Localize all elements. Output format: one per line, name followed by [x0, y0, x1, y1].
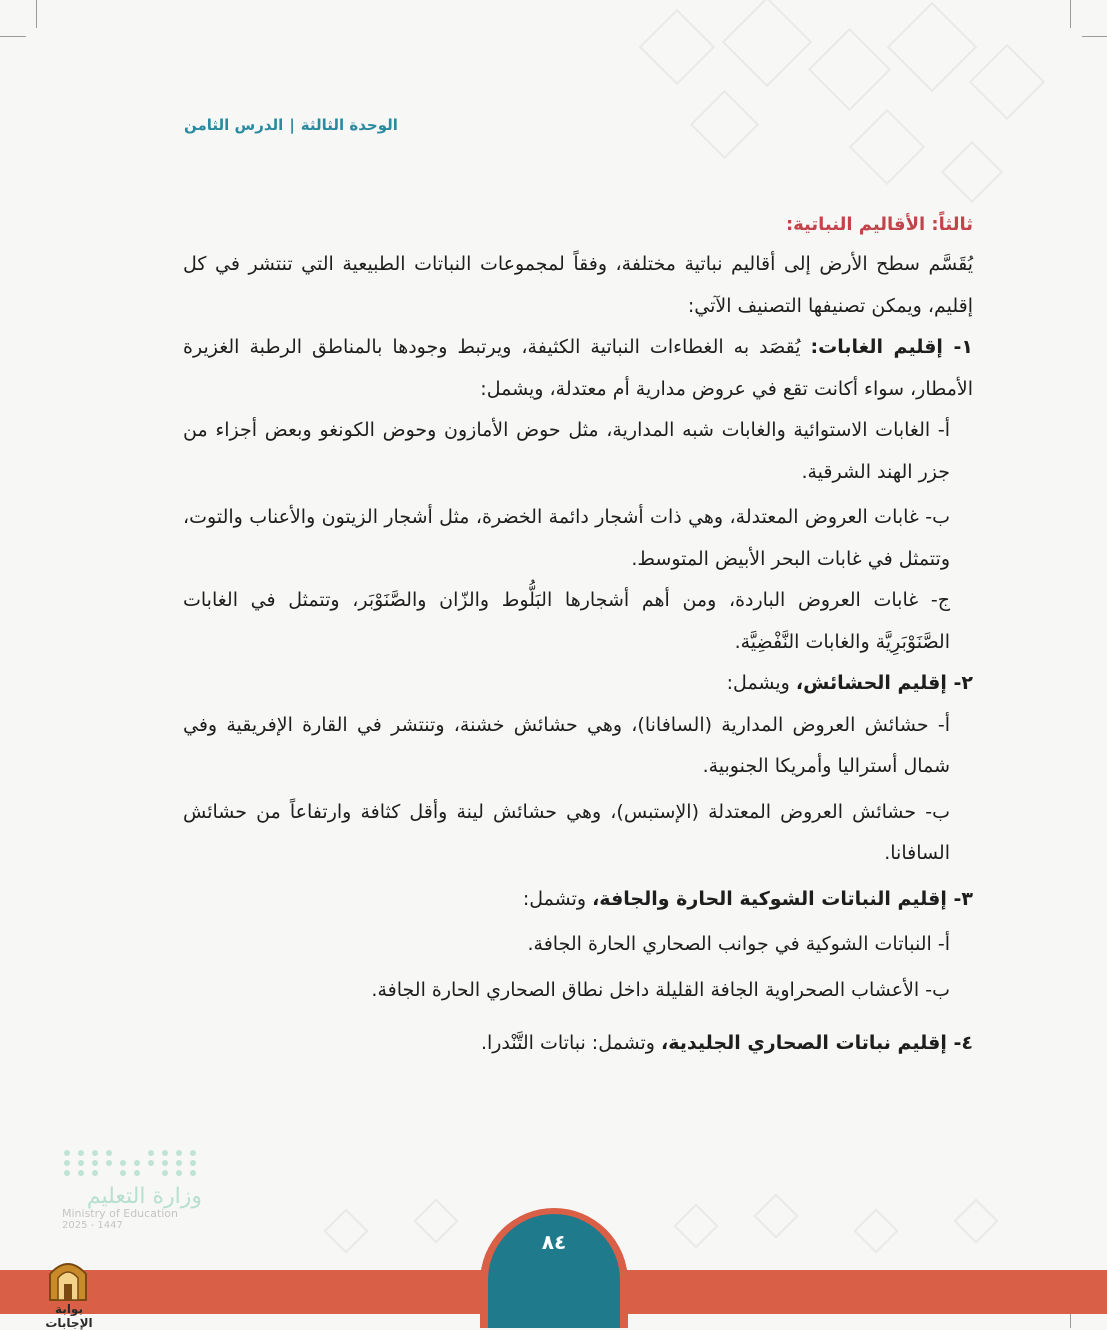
list-item: ج- غابات العروض الباردة، ومن أهم أشجارها البَلُّوط والزّان والصَّنَوْبَر، وتتمثل في الغابات الصَّنَوْبَرِيَّة والغابات النَّفْضِيَّة.: [183, 589, 950, 653]
region-ice-deserts: [183, 1023, 973, 1065]
list-item: أ- الغابات الاستوائية والغابات شبه المدارية، مثل حوض الأمازون وحوض الكونغو وبعض أجزاء من جزر الهند الشرقية.: [183, 419, 950, 483]
section-title: ثالثاً: الأقاليم النباتية:: [785, 214, 973, 235]
region-text: وتشمل: نباتات التَّنْدرا.: [480, 1032, 662, 1054]
page-header: [184, 116, 398, 134]
list-item: أ- حشائش العروض المدارية (السافانا)، وهي حشائش خشنة، وتنتشر في القارة الإفريقية وفي شمال أستراليا وأمريكا الجنوبية.: [183, 713, 950, 777]
region-text: يُقصَد به الغطاءات النباتية الكثيفة، ويرتبط وجودها بالمناطق الرطبة الغزيرة الأمطار، سواء أكانت تقع في عروض مدارية أم معتدلة، ويشمل:: [183, 336, 973, 400]
decorative-diamond: [722, 0, 813, 87]
region-title: ٣- إقليم النباتات الشوكية الحارة والجافة،: [592, 887, 973, 910]
list-item: ب- الأعشاب الصحراوية الجافة القليلة داخل نطاق الصحاري الحارة الجافة.: [371, 978, 950, 1001]
decorative-diamond: [849, 109, 925, 185]
answers-gateway-badge-icon: [46, 1256, 90, 1302]
decorative-diamond: [639, 9, 715, 85]
answers-gateway-badge[interactable]: [34, 1256, 104, 1330]
ministry-logo: [62, 1150, 202, 1231]
decorative-diamond: [887, 2, 978, 93]
region-title: ٢- إقليم الحشائش،: [795, 672, 973, 694]
crop-mark: [1082, 36, 1107, 37]
decorative-diamond: [953, 1198, 998, 1243]
region-title: ٤- إقليم نباتات الصحاري الجليدية،: [661, 1032, 973, 1054]
answers-gateway-label: بوابة الإجابات: [45, 1302, 93, 1330]
list-item: أ- النباتات الشوكية في جوانب الصحاري الحارة الجافة.: [527, 933, 950, 955]
decorative-diamond: [853, 1208, 898, 1253]
decorative-diamond: [413, 1198, 458, 1243]
header-separator: |: [289, 116, 295, 134]
ministry-logo-dots-icon: [64, 1150, 202, 1176]
decorative-diamond: [753, 1193, 798, 1238]
page-number-tab: [480, 1208, 628, 1328]
list-item: ب- غابات العروض المعتدلة، وهي ذات أشجار دائمة الخضرة، مثل أشجار الزيتون والأعناب والتوت، وتتمثل في غابات البحر الأبيض المتوسط.: [183, 506, 950, 570]
decorative-diamond: [323, 1208, 368, 1253]
crop-mark: [36, 0, 37, 28]
crop-mark: [0, 36, 26, 37]
decorative-diamond: [673, 1203, 718, 1248]
region-text: وتشمل:: [522, 887, 593, 910]
region-forests: [183, 327, 973, 410]
ministry-name-ar: وزارة التعليم: [86, 1184, 202, 1209]
list-item: ب- حشائش العروض المعتدلة (الإستبس)، وهي حشائش لينة وأقل كثافة وارتفاعاً من حشائش السافانا.: [183, 800, 950, 864]
ministry-year: 2025 - 1447: [62, 1220, 123, 1231]
page-number: ٨٤: [541, 1230, 567, 1254]
crop-mark: [1070, 0, 1071, 28]
region-grasslands: [183, 663, 973, 705]
lesson-label: الدرس الثامن: [184, 116, 284, 134]
region-title: ١- إقليم الغابات:: [810, 336, 973, 358]
ministry-name-en: Ministry of Education: [62, 1207, 179, 1220]
unit-label: الوحدة الثالثة: [300, 116, 398, 134]
region-text: ويشمل:: [726, 672, 796, 694]
decorative-diamond: [690, 90, 759, 159]
decorative-diamond: [808, 28, 891, 111]
section-intro: يُقَسَّم سطح الأرض إلى أقاليم نباتية مختلفة، وفقاً لمجموعات النباتات الطبيعية التي تنتشر في كل إقليم، ويمكن تصنيفها التصنيف الآتي:: [183, 253, 973, 317]
decorative-diamond: [969, 44, 1045, 120]
lesson-content: [183, 210, 973, 1065]
decorative-diamond: [941, 141, 1003, 203]
region-thorny-plants: [183, 879, 973, 921]
